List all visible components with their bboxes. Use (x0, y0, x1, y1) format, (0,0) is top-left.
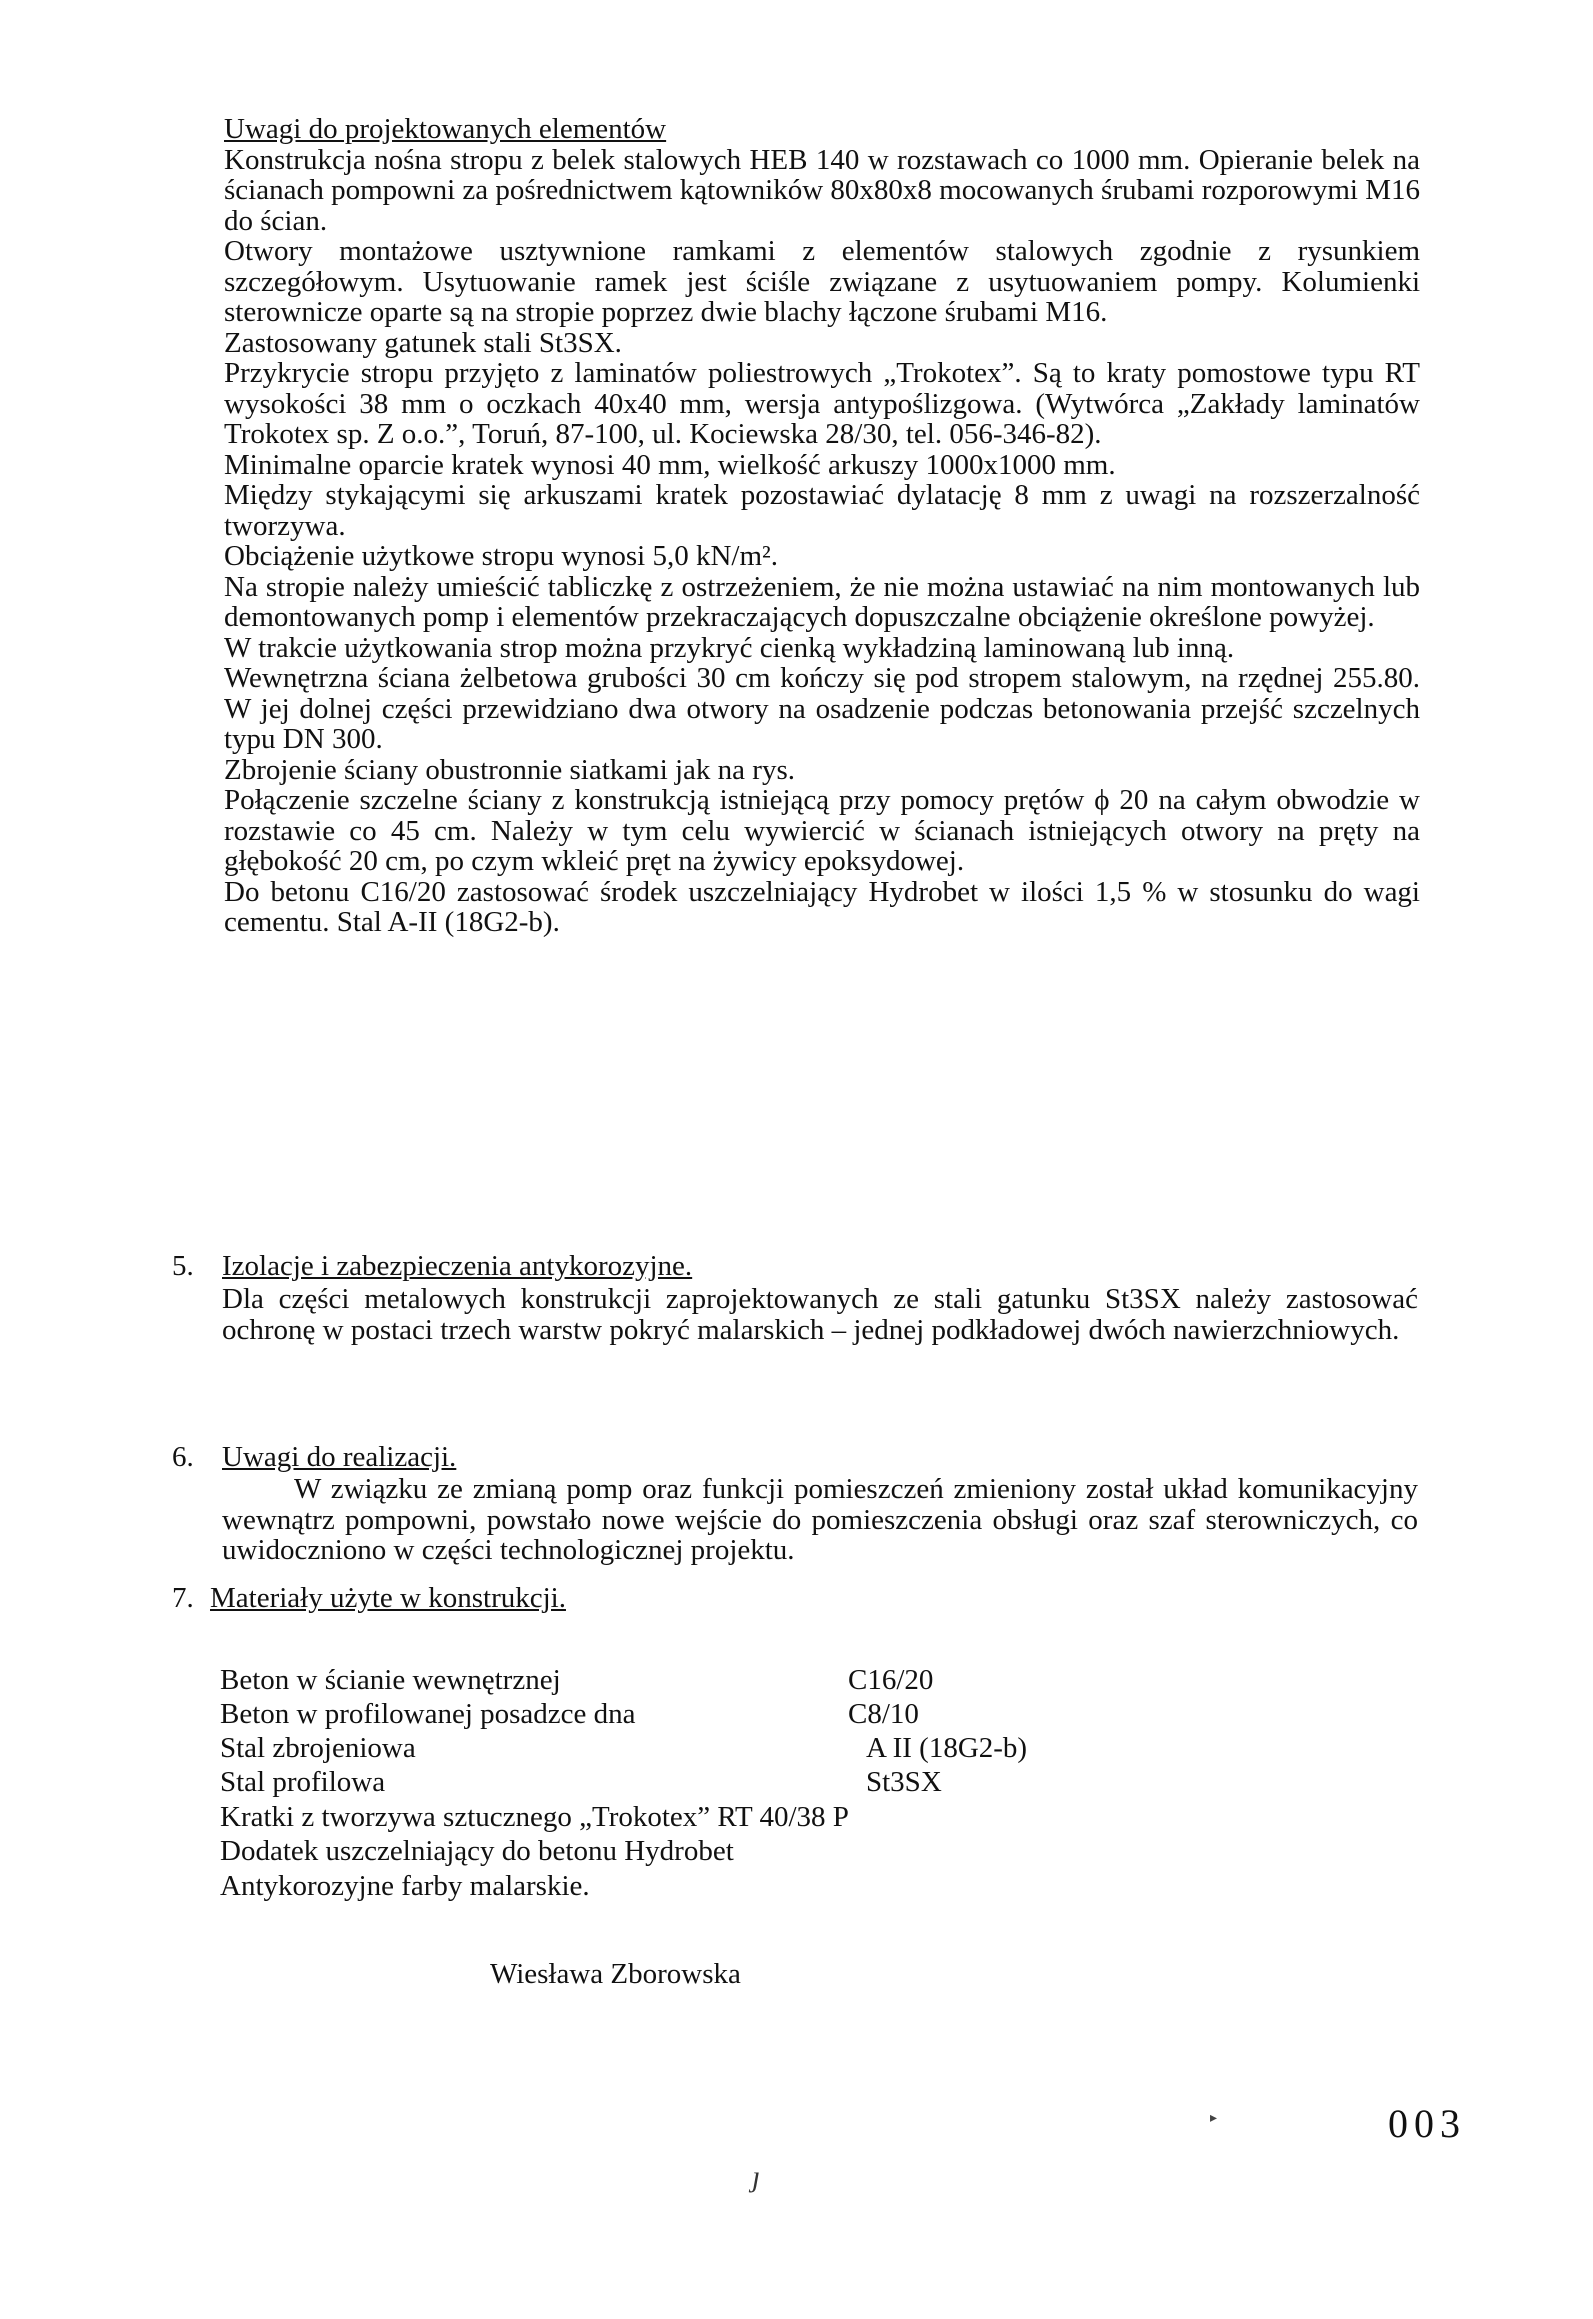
material-value: St3SX (866, 1766, 942, 1798)
remarks-paragraph-10: Wewnętrzna ściana żelbetowa grubości 30 cm kończy się pod stropem stalowym, na rzędnej 255.80. W jej dolnej części przewidziano dwa otwory na osadzenie podczas betonowania przejść szczelnych typu DN 300. (224, 662, 1420, 755)
material-row (220, 1766, 385, 1799)
remarks-paragraph-5: Minimalne oparcie kratek wynosi 40 mm, wielkość arkuszy 1000x1000 mm. (224, 448, 1116, 481)
section-6-number: 6. (172, 1441, 194, 1473)
material-name: Stal profilowa (220, 1766, 386, 1798)
material-value: A II (18G2-b) (866, 1732, 1028, 1764)
remarks-paragraph-11: Zbrojenie ściany obustronnie siatkami jak na rys. (224, 753, 795, 786)
section-6-heading: Uwagi do realizacji. (222, 1441, 457, 1473)
author-signature: Wiesława Zborowska (490, 1958, 741, 1990)
remarks-paragraph-8: Na stropie należy umieścić tabliczkę z ostrzeżeniem, że nie można ustawiać na nim montowanych lub demontowanych pomp i elementów przekraczających dopuszczalne obciążenie określone powyżej. (224, 570, 1420, 633)
material-name: Beton w profilowanej posadzce dna (220, 1698, 636, 1730)
material-value: C8/10 (848, 1698, 919, 1730)
material-row (220, 1664, 561, 1697)
section-5-text: Dla części metalowych konstrukcji zaprojektowanych ze stali gatunku St3SX należy zastosować ochronę w postaci trzech warstw pokryć malarskich – jednej podkładowej dwóch nawierzchniowych. (222, 1283, 1418, 1346)
remarks-paragraph-9: W trakcie użytkowania strop można przykryć cienką wykładziną laminowaną lub inną. (224, 631, 1235, 664)
material-name: Beton w ścianie wewnętrznej (220, 1664, 561, 1696)
remarks-heading: Uwagi do projektowanych elementów (224, 113, 667, 145)
material-row (220, 1698, 636, 1731)
material-name: Stal zbrojeniowa (220, 1732, 416, 1764)
remarks-paragraph-12: Połączenie szczelne ściany z konstrukcją istniejącą przy pomocy prętów ϕ 20 na całym obwodzie w rozstawie co 45 cm. Należy w tym celu wywiercić w ścianach istniejących otwory na pręty na głębokość 20 cm, po czym wkleić pręt na żywicy epoksydowej. (224, 784, 1420, 877)
material-other-item: Dodatek uszczelniający do betonu Hydrobet (220, 1835, 734, 1867)
material-other-item: Kratki z tworzywa sztucznego „Trokotex” RT 40/38 P (220, 1801, 849, 1833)
section-7-heading: Materiały użyte w konstrukcji. (210, 1582, 566, 1614)
handwritten-mark: ȷ (752, 2160, 761, 2193)
section-6-text: W związku ze zmianą pomp oraz funkcji pomieszczeń zmieniony został układ komunikacyjny wewnątrz pompowni, powstało nowe wejście do pomieszczenia obsługi oraz szaf sterowniczych, co uwidoczniono w części technologicznej projektu. (222, 1473, 1418, 1566)
material-value: C16/20 (848, 1664, 934, 1696)
page-number: 003 (1388, 2101, 1466, 2146)
remarks-paragraph-6: Między stykającymi się arkuszami kratek pozostawiać dylatację 8 mm z uwagi na rozszerzalność tworzywa. (224, 479, 1420, 542)
section-5-heading: Izolacje i zabezpieczenia antykorozyjne. (222, 1250, 693, 1282)
remarks-paragraph-2: Otwory montażowe usztywnione ramkami z elementów stalowych zgodnie z rysunkiem szczegółowym. Usytuowanie ramek jest ściśle związane z usytuowaniem pompy. Kolumienki sterownicze oparte są na stropie poprzez dwie blachy łączone śrubami M16. (224, 235, 1420, 328)
section-7-number: 7. (172, 1582, 194, 1614)
material-other-item: Antykorozyjne farby malarskie. (220, 1870, 590, 1902)
remarks-paragraph-3: Zastosowany gatunek stali St3SX. (224, 326, 622, 359)
remarks-paragraph-1: Konstrukcja nośna stropu z belek stalowych HEB 140 w rozstawach co 1000 mm. Opieranie belek na ścianach pompowni za pośrednictwem kątowników 80x80x8 mocowanych śrubami rozporowymi M16 do ścian. (224, 143, 1420, 237)
stray-dot-mark: ▸ (1210, 2111, 1218, 2126)
section-5-number: 5. (172, 1250, 194, 1282)
material-row (220, 1732, 416, 1765)
remarks-paragraph-13: Do betonu C16/20 zastosować środek uszczelniający Hydrobet w ilości 1,5 % w stosunku do wagi cementu. Stal A-II (18G2-b). (224, 875, 1420, 938)
remarks-section (224, 114, 1420, 938)
remarks-paragraph-7: Obciążenie użytkowe stropu wynosi 5,0 kN/m². (224, 540, 778, 572)
remarks-paragraph-4: Przykrycie stropu przyjęto z laminatów poliestrowych „Trokotex”. Są to kraty pomostowe typu RT wysokości 38 mm o oczkach 40x40 mm, wersja antypoślizgowa. (Wytwórca „Zakłady laminatów Trokotex sp. Z o.o.”, Toruń, 87-100, ul. Kociewska 28/30, tel. 056-346-82). (224, 357, 1420, 450)
